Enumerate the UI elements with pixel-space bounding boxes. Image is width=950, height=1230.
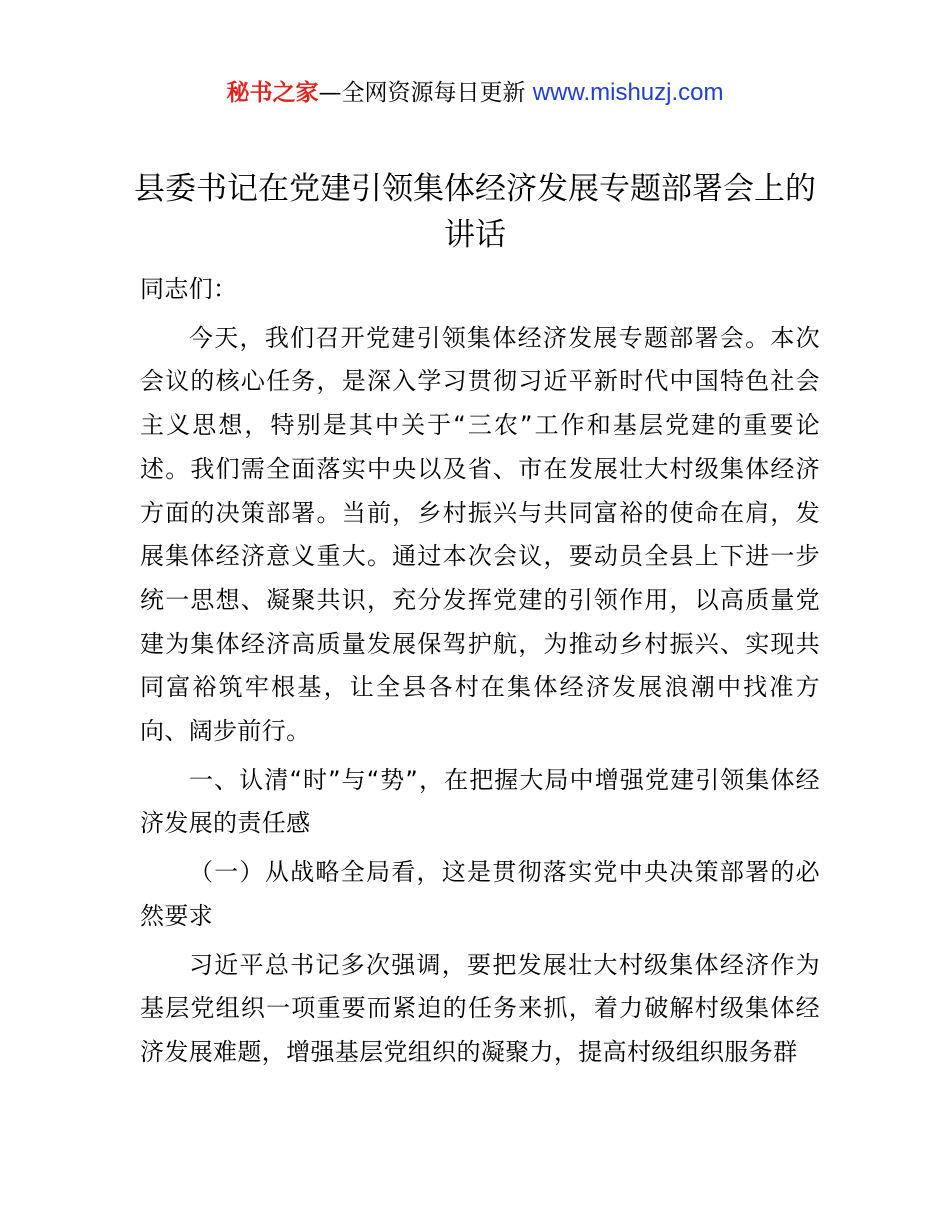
document-title: 县委书记在党建引领集体经济发展专题部署会上的讲话 xyxy=(134,171,816,253)
site-tagline: —全网资源每日更新 xyxy=(318,80,533,106)
subsection-heading-1: （一）从战略全局看，这是贯彻落实党中央决策部署的必然要求 xyxy=(140,858,820,930)
document-body xyxy=(140,268,820,1075)
site-header xyxy=(0,78,950,108)
paragraph-intro: 今天，我们召开党建引领集体经济发展专题部署会。本次会议的核心任务，是深入学习贯彻习近平新时代中国特色社会主义思想，特别是其中关于“三农”工作和基层党建的重要论述。我们需全面落实中央以及省、市在发展壮大村级集体经济方面的决策部署。当前，乡村振兴与共同富裕的使命在肩，发展集体经济意义重大。通过本次会议，要动员全县上下进一步统一思想、凝聚共识，充分发挥党建的引领作用，以高质量党建为集体经济高质量发展保驾护航，为推动乡村振兴、实现共同富裕筑牢根基，让全县各村在集体经济发展浪潮中找准方向、阔步前行。 xyxy=(140,323,820,746)
site-brand: 秘书之家 xyxy=(226,80,319,106)
section-heading-1: 一、认清“时”与“势”，在把握大局中增强党建引领集体经济发展的责任感 xyxy=(140,765,820,838)
salutation: 同志们： xyxy=(140,275,238,303)
site-url-link[interactable]: www.mishuzj.com xyxy=(532,79,724,106)
paragraph-body: 习近平总书记多次强调，要把发展壮大村级集体经济作为基层党组织一项重要而紧迫的任务来抓，着力破解村级集体经济发展难题，增强基层党组织的凝聚力，提高村级组织服务群 xyxy=(140,950,820,1066)
